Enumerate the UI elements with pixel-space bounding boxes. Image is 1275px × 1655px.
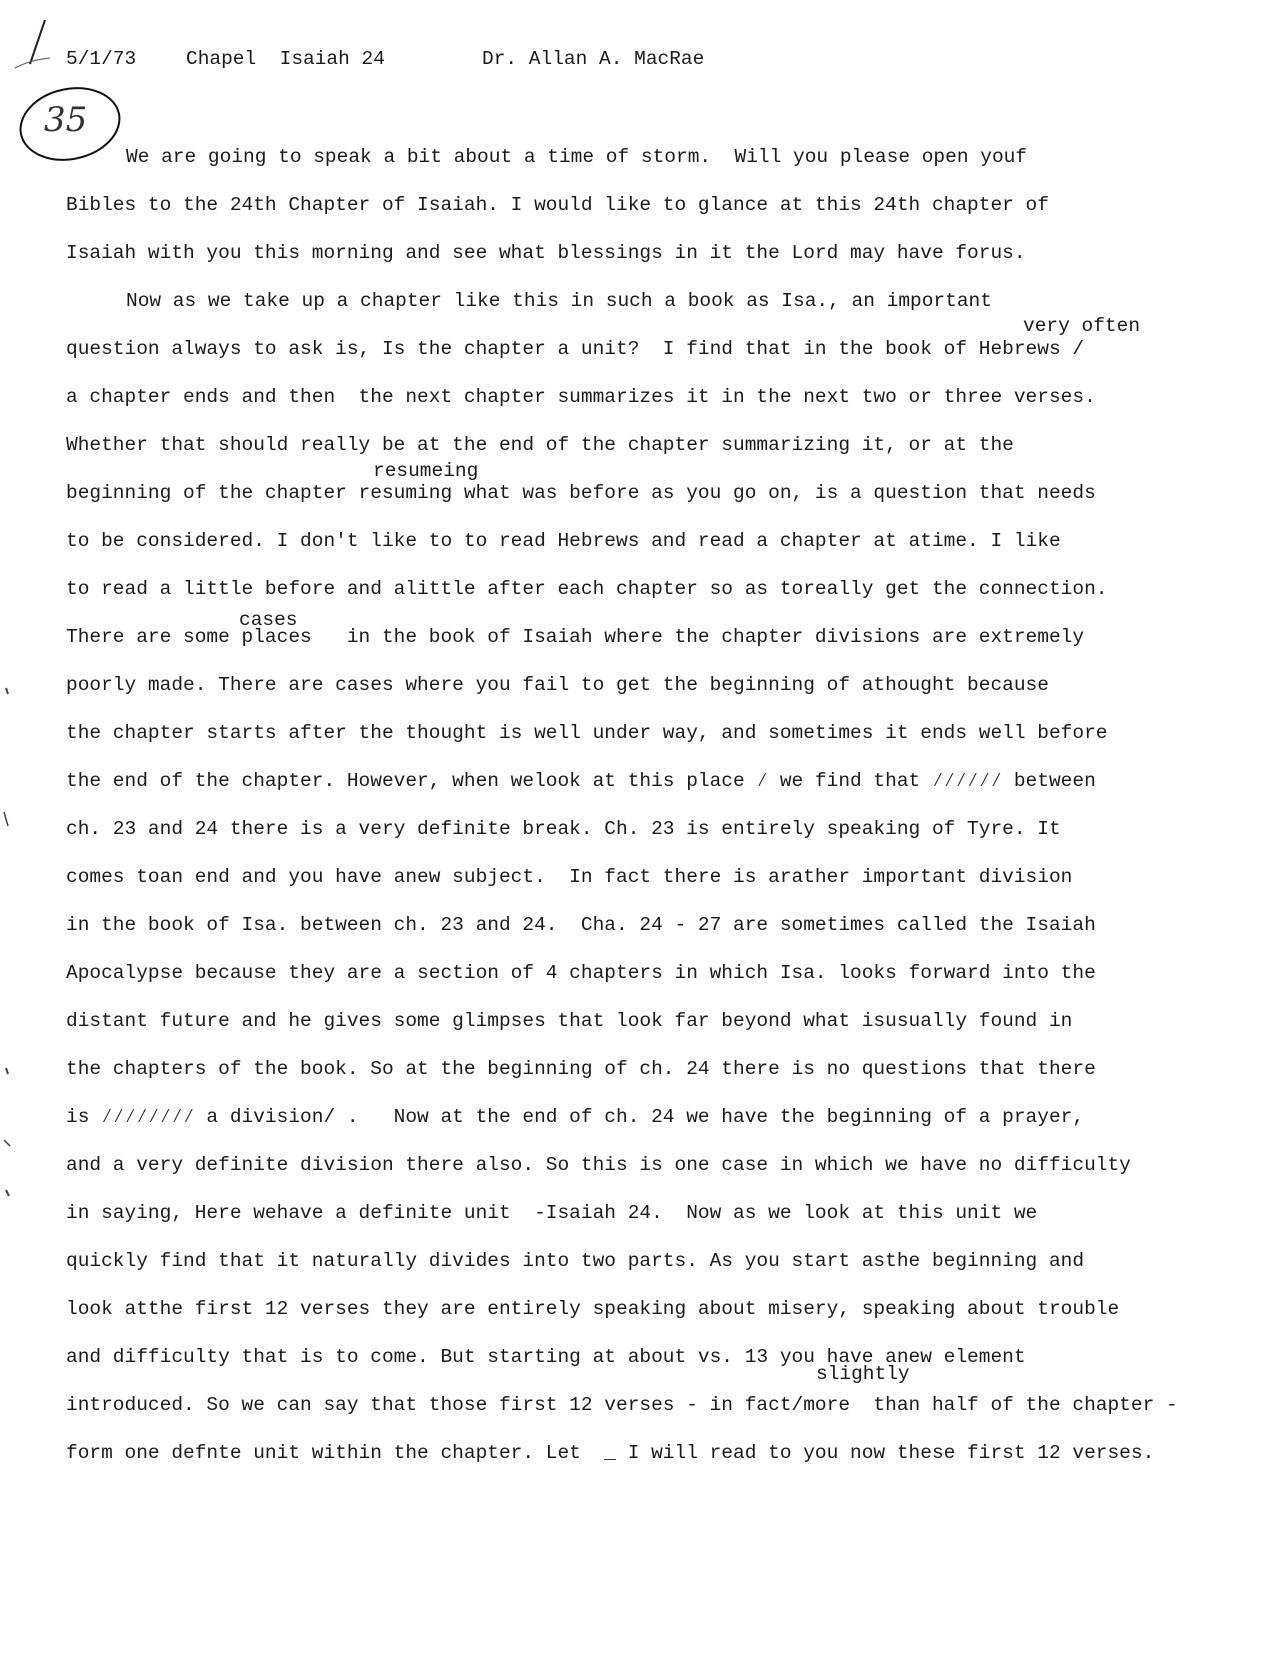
body-line-13: the chapter starts after the thought is well under way, and sometimes it ends well before <box>66 722 1108 744</box>
insertion-resumeing: resumeing <box>373 460 479 482</box>
body-line-2: Bibles to the 24th Chapter of Isaiah. I would like to glance at this 24th chapter of <box>66 194 1049 216</box>
body-line-8: beginning of the chapter resuming what was before as you go on, is a question that needs <box>66 482 1096 504</box>
body-line-17: in the book of Isa. between ch. 23 and 24. Cha. 24 - 27 are sometimes called the Isaiah <box>66 914 1096 936</box>
insertion-very-often: very often <box>1023 315 1141 337</box>
body-line-19: distant future and he gives some glimpses that look far beyond what isusually found in <box>66 1010 1073 1032</box>
body-line-12: poorly made. There are cases where you fail to get the beginning of athought because <box>66 674 1049 696</box>
header-author: Dr. Allan A. MacRae <box>482 48 705 70</box>
body-line-6: a chapter ends and then the next chapter summarizes it in the next two or three verses. <box>66 386 1096 408</box>
body-line-11: There are some places in the book of Isaiah where the chapter divisions are extremely <box>66 626 1085 648</box>
body-line-9: to be considered. I don't like to to read Hebrews and read a chapter at atime. I like <box>66 530 1061 552</box>
body-line-23: in saying, Here wehave a definite unit -Isaiah 24. Now as we look at this unit we <box>66 1202 1038 1224</box>
insertion-cases: cases <box>239 609 298 631</box>
body-line-5: question always to ask is, Is the chapter a unit? I find that in the book of Hebrews / <box>66 338 1085 360</box>
body-line-4: Now as we take up a chapter like this in such a book as Isa., an important <box>126 290 992 312</box>
margin-tick <box>4 812 8 826</box>
header-date: 5/1/73 <box>66 48 137 70</box>
body-line-7: Whether that should really be at the end of the chapter summarizing it, or at the <box>66 434 1014 456</box>
insertion-slightly: slightly <box>816 1363 910 1385</box>
body-line-22: and a very definite division there also. So this is one case in which we have no difficulty <box>66 1154 1131 1176</box>
margin-tick <box>6 1068 8 1074</box>
body-line-24: quickly find that it naturally divides into two parts. As you start asthe beginning and <box>66 1250 1085 1272</box>
body-line-10: to read a little before and alittle after each chapter so as toreally get the connection. <box>66 578 1108 600</box>
margin-tick <box>6 1190 9 1196</box>
margin-tick <box>6 688 8 694</box>
body-line-16: comes toan end and you have anew subject. In fact there is arather important division <box>66 866 1073 888</box>
body-line-26: and difficulty that is to come. But starting at about vs. 13 you have anew element <box>66 1346 1026 1368</box>
page-number: 35 <box>44 100 88 140</box>
body-line-20: the chapters of the book. So at the beginning of ch. 24 there is no questions that there <box>66 1058 1096 1080</box>
margin-tick <box>4 1140 10 1146</box>
body-line-28: form one defnte unit within the chapter. Let _ I will read to you now these first 12 verses. <box>66 1442 1155 1464</box>
body-line-14: the end of the chapter. However, when welook at this place ⁄ we find that ⁄⁄⁄⁄⁄⁄ between <box>66 770 1096 792</box>
body-line-1: We are going to speak a bit about a time of storm. Will you please open youf <box>126 146 1028 168</box>
body-line-27: introduced. So we can say that those first 12 verses - in fact/more than half of the chapter - <box>66 1394 1178 1416</box>
body-line-25: look atthe first 12 verses they are entirely speaking about misery, speaking about trouble <box>66 1298 1120 1320</box>
pen-slash <box>30 20 45 64</box>
body-line-3: Isaiah with you this morning and see what blessings in it the Lord may have forus. <box>66 242 1026 264</box>
body-line-21: is ⁄⁄⁄⁄⁄⁄⁄⁄ a division/ . Now at the end of ch. 24 we have the beginning of a prayer, <box>66 1106 1085 1128</box>
header-title: Chapel Isaiah 24 <box>186 48 385 70</box>
body-line-15: ch. 23 and 24 there is a very definite break. Ch. 23 is entirely speaking of Tyre. It <box>66 818 1061 840</box>
body-line-18: Apocalypse because they are a section of 4 chapters in which Isa. looks forward into the <box>66 962 1096 984</box>
